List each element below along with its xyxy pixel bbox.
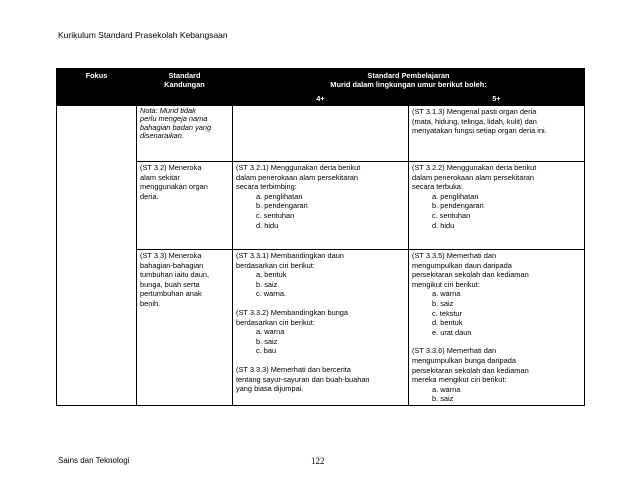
list-item: a. warna — [432, 384, 461, 394]
list-item: d. bentuk — [432, 318, 463, 328]
fokus-cell — [57, 106, 137, 406]
kandungan-st-3-3-cell: (ST 3.3) Meneroka bahagian-bahagian tumbuhan iaitu daun, bunga, buah serta pertumbuhan anak benih. — [137, 250, 233, 406]
list-item: d. hidu — [432, 220, 455, 230]
list-item: a. penglihatan — [256, 191, 303, 201]
table-row — [57, 162, 585, 250]
header-standard-pembelajaran: Standard Pembelajaran Murid dalam lingkungan umur berikut boleh: — [233, 69, 585, 92]
list-item: c. tekstur — [432, 308, 462, 318]
list-item: c. warna. — [256, 289, 286, 299]
list-item: a. warna — [256, 327, 285, 337]
page-header-title: Kurikulum Standard Prasekolah Kebangsaan — [58, 30, 228, 40]
st-3-3-5-to-6-cell: (ST 3.3.5) Memerhati dan mengumpulkan daun daripada persekitaran sekolah dan kediaman mengikut ciri berikut: a. warna b. saiz c. tekstur d. bentuk e. urat daun (ST 3.3.6) Memerhati dan mengumpulkan bunga daripada persekitaran sekolah dan kediaman mereka mengikut ciri berikut: a. warna b. saiz — [409, 250, 585, 406]
list-item: c. sentuhan — [256, 210, 295, 220]
list-item: c. sentuhan — [432, 210, 471, 220]
table-row — [57, 250, 585, 406]
list-item: e. urat daun — [432, 327, 472, 337]
st-3-3-1-to-3-cell: (ST 3.3.1) Membandingkan daun berdasarkan ciri berikut: a. bentuk b. saiz c. warna. (ST 3.3.2) Membandingkan bunga berdasarkan ciri berikut: a. warna b. saiz c. bau (ST 3.3.3) Memerhati dan bercerita tentang sayur-sayuran dan buah-buahan yang biasa dijumpai. — [233, 250, 409, 406]
curriculum-table — [56, 68, 585, 406]
st-3-2-2-cell: (ST 3.2.2) Menggunakan deria berikut dalam penerokaan alam persekitaran secara terbuka: a. penglihatan b. pendengaran c. sentuhan d. hidu — [409, 162, 585, 250]
list-item: c. bau — [256, 346, 277, 356]
table-row — [57, 106, 585, 162]
list-item: b. saiz — [256, 336, 278, 346]
list-item: d. hidu — [256, 220, 279, 230]
list-item: a. penglihatan — [432, 191, 479, 201]
list-item: b. saiz — [432, 298, 454, 308]
header-fokus: Fokus — [57, 69, 137, 106]
header-age-5: 5+ — [409, 92, 585, 106]
list-item: b. pendengaran — [432, 201, 484, 211]
list-item: b. saiz — [256, 279, 278, 289]
header-age-4: 4+ — [233, 92, 409, 106]
kandungan-st-3-2-cell: (ST 3.2) Meneroka alam sekitar menggunakan organ deria. — [137, 162, 233, 250]
row1-age5-cell: (ST 3.1.3) Mengenal pasti organ deria (mata, hidung, telinga, lidah, kulit) dan menyatakan fungsi setiap organ deria ini. — [409, 106, 585, 162]
list-item: b. saiz — [432, 394, 454, 404]
row1-age4-cell — [233, 106, 409, 162]
list-item: b. pendengaran — [256, 201, 308, 211]
st-3-2-1-cell: (ST 3.2.1) Menggunakan deria berikut dalam penerokaan alam persekitaran secara terbimbing: a. penglihatan b. pendengaran c. sentuhan d. hidu — [233, 162, 409, 250]
list-item: a. bentuk — [256, 270, 287, 280]
kandungan-note-cell: Nota: Murid tidak perlu mengeja nama bahagian badan yang disenaraikan. — [137, 106, 233, 162]
list-item: a. warna — [432, 289, 461, 299]
table-header-row — [57, 69, 585, 92]
page-number: 122 — [311, 456, 325, 466]
header-standard-kandungan: Standard Kandungan — [137, 69, 233, 106]
footer-subject: Sains dan Teknologi — [58, 456, 130, 465]
